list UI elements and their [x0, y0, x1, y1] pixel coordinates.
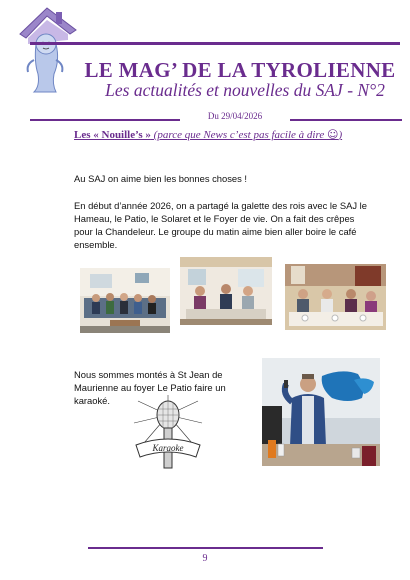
article-heading-italic: (parce que News c’est pas facile à dire: [150, 129, 327, 141]
header-bottom-rule-right: [290, 119, 402, 121]
photo-lunch-table: [285, 264, 386, 330]
issue-date: Du 29/04/2026: [207, 111, 263, 121]
photo-group-sofa: [80, 268, 170, 333]
photo-group-table-image: [180, 257, 272, 325]
photo-karaoke-singer: [262, 358, 380, 466]
smiley-icon: ☺: [326, 128, 339, 141]
footer-rule: [88, 547, 323, 549]
article-heading-bold: Les « Nouille’s »: [74, 129, 151, 141]
header-bottom-rule: [30, 119, 180, 121]
photo-lunch-table-image: [285, 264, 386, 330]
paragraph-intro: Au SAJ on aime bien les bonnes choses !: [74, 173, 248, 184]
header-top-rule: [30, 42, 400, 45]
photo-group-sofa-image: [80, 268, 170, 333]
article-heading-close: ): [338, 129, 343, 141]
masthead-subtitle: Les actualités et nouvelles du SAJ - N°2: [105, 80, 385, 100]
photo-group-table: [180, 257, 272, 325]
article-heading: [74, 128, 344, 142]
page-number: 9: [202, 553, 208, 564]
karaoke-banner-label: Karaoke: [152, 443, 184, 453]
microphone-icon: [130, 395, 206, 475]
paragraph-galette: En début d’année 2026, on a partagé la galette des rois avec le SAJ le Hameau, le Patio, le Solaret et le Foyer de vie. On a fait des crêpes pour la Chandeleur. Le groupe du matin aime bien aller boire le café ensemble.: [74, 200, 367, 250]
paragraph-karaoke: Nous sommes montés à St Jean de Maurienne au foyer Le Patio faire un karaoké.: [74, 369, 226, 406]
photo-karaoke-singer-image: [262, 358, 380, 466]
masthead-title: LE MAG’ DE LA TYROLIENNE: [84, 58, 396, 82]
